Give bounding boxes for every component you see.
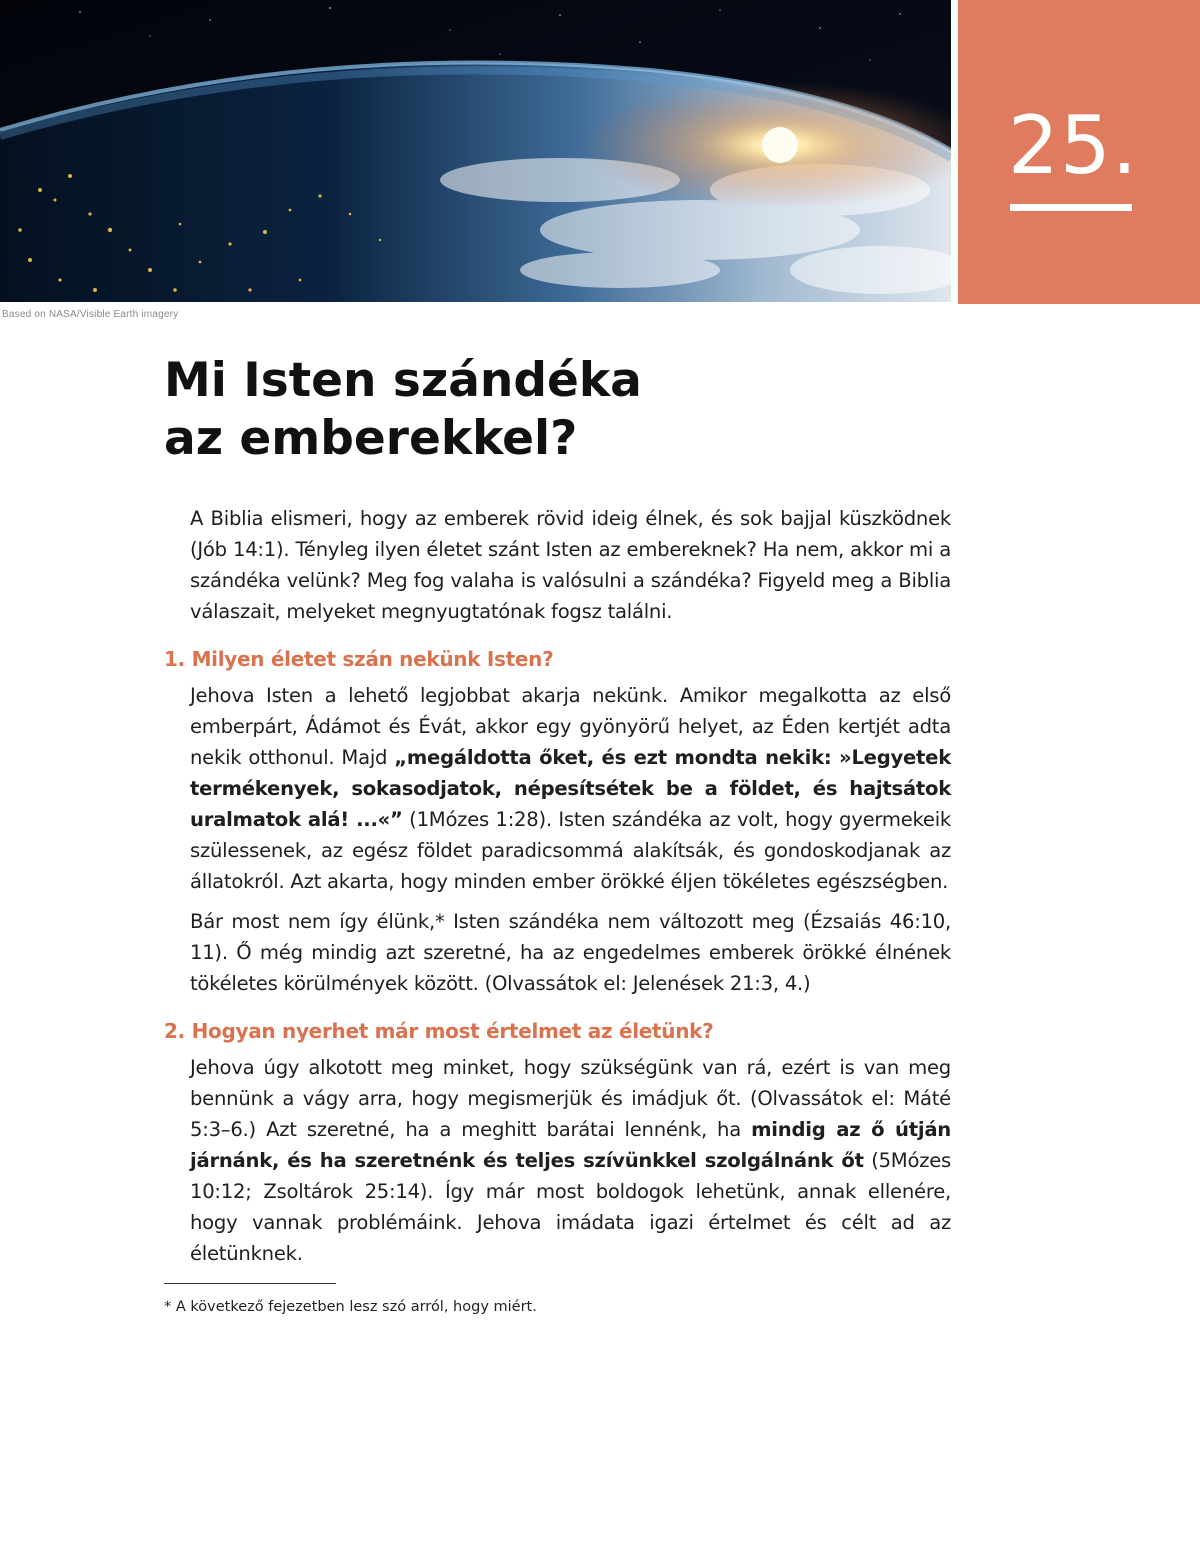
section-2-paragraph-1 bbox=[190, 1052, 951, 1269]
section-1-p1-text-b: (1Mózes 1:28). Isten szándéka az volt, hogy gyermekeik szülessenek, az egész földet paradicsommá alakítsák, és gondoskodjanak az állatokról. Azt akarta, hogy minden ember örökké éljen tökéletes egészségben. bbox=[190, 808, 951, 893]
section-1-p1-quote: „megáldotta őket, és ezt mondta nekik: »Legyetek termékenyek, sokasodjatok, népesítsétek be a földet, és hajtsátok uralmatok alá! ...«” bbox=[190, 746, 951, 831]
footnote-divider bbox=[164, 1283, 336, 1284]
page-title-line-1: Mi Isten szándéka bbox=[164, 353, 642, 408]
chapter-badge bbox=[958, 0, 1200, 304]
section-1-paragraph-1 bbox=[190, 680, 951, 897]
section-1-p1-text-a: Jehova Isten a lehető legjobbat akarja nekünk. Amikor megalkotta az első emberpárt, Ádámot és Évát, akkor egy gyönyörű helyet, az Éden kertjét adta nekik otthonul. Majd bbox=[190, 684, 951, 769]
section-2-p1-text-b: (5Mózes 10:12; Zsoltárok 25:14). Így már most boldogok lehetünk, annak ellenére, hogy vannak problémáink. Jehova imádata igazi értelmet és célt ad az életünknek. bbox=[190, 1149, 952, 1265]
footnote: * A következő fejezetben lesz szó arról, hogy miért. bbox=[164, 1299, 537, 1315]
section-2-heading: 2. Hogyan nyerhet már most értelmet az életünk? bbox=[164, 1019, 714, 1043]
section-2-p1-emphasis: mindig az ő útján járnánk, és ha szeretnénk és teljes szívünkkel szolgálnánk őt bbox=[190, 1118, 951, 1172]
chapter-number: 25. bbox=[1008, 99, 1139, 192]
hero-earth-image bbox=[0, 0, 951, 302]
lesson-body bbox=[164, 503, 951, 1269]
section-1-heading: 1. Milyen életet szán nekünk Isten? bbox=[164, 647, 554, 671]
chapter-number-underline bbox=[1010, 204, 1132, 211]
page-title bbox=[164, 352, 924, 468]
intro-paragraph: A Biblia elismeri, hogy az emberek rövid ideig élnek, és sok bajjal küszködnek (Jób 14:1). Tényleg ilyen életet szánt Isten az embereknek? Ha nem, akkor mi a szándéka velünk? Meg fog valaha is valósulni a szándéka? Figyeld meg a Biblia válaszait, melyeket megnyugtatónak fogsz találni. bbox=[190, 507, 951, 623]
section-1-paragraph-2: Bár most nem így élünk,* Isten szándéka nem változott meg (Ézsaiás 46:10, 11). Ő még mindig azt szeretné, ha az engedelmes emberek örökké élnének tökéletes körülmények között. (Olvassátok el: Jelenések 21:3, 4.) bbox=[190, 910, 951, 995]
image-credit: Based on NASA/Visible Earth imagery bbox=[2, 309, 179, 320]
section-2-p1-text-a: Jehova úgy alkotott meg minket, hogy szükségünk van rá, ezért is van meg bennünk a vágy arra, hogy megismerjük és imádjuk őt. (Olvassátok el: Máté 5:3–6.) Azt szeretné, ha a meghitt barátai lennénk, ha bbox=[190, 1056, 951, 1141]
page-title-line-2: az emberekkel? bbox=[164, 411, 578, 466]
